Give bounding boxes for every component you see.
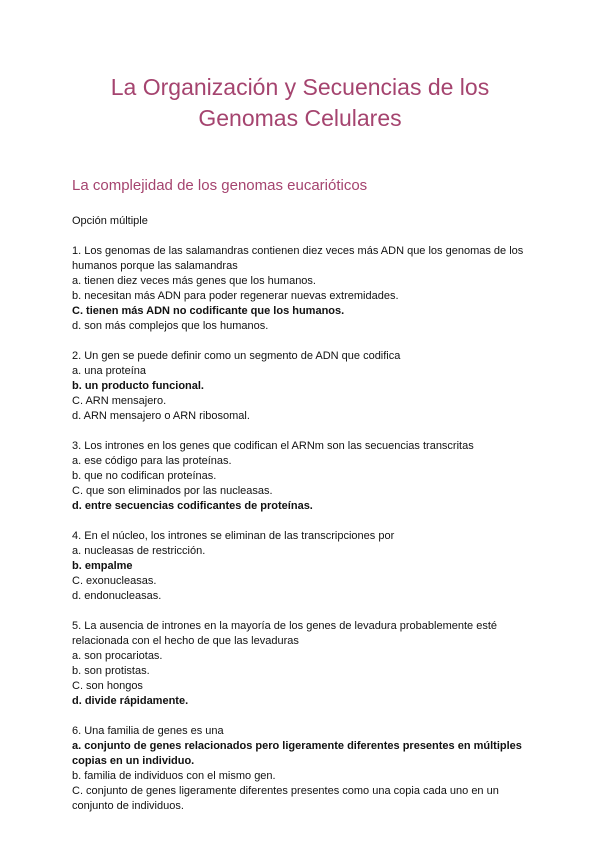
answer-option: C. son hongos <box>72 680 143 692</box>
question-stem: 5. La ausencia de intrones en la mayoría de los genes de levadura probablemente esté relacionada con el hecho de que las levaduras <box>72 620 498 647</box>
answer-option: a. tienen diez veces más genes que los humanos. <box>72 275 316 287</box>
question-item <box>72 349 528 424</box>
answer-option: b. necesitan más ADN para poder regenerar nuevas extremidades. <box>72 290 399 302</box>
question-item <box>72 439 528 514</box>
answer-option: d. son más complejos que los humanos. <box>72 320 269 332</box>
title-line-2: Genomas Celulares <box>198 105 402 131</box>
question-stem: 3. Los intrones en los genes que codifican el ARNm son las secuencias transcritas <box>72 440 474 452</box>
document-title <box>72 72 528 134</box>
answer-option: a. nucleasas de restricción. <box>72 545 206 557</box>
answer-option-correct: b. empalme <box>72 560 133 572</box>
answer-option: C. conjunto de genes ligeramente diferentes presentes como una copia cada uno en un conjunto de individuos. <box>72 785 499 812</box>
answer-option: a. ese código para las proteínas. <box>72 455 232 467</box>
question-type-label: Opción múltiple <box>72 215 148 227</box>
answer-option: C. ARN mensajero. <box>72 395 167 407</box>
section-heading: La complejidad de los genomas eucarióticos <box>72 177 368 194</box>
question-list <box>72 244 528 814</box>
answer-option: a. una proteína <box>72 365 147 377</box>
answer-option-correct: d. entre secuencias codificantes de proteínas. <box>72 500 313 512</box>
title-line-1: La Organización y Secuencias de los <box>110 74 490 100</box>
answer-option: d. endonucleasas. <box>72 590 162 602</box>
answer-option: C. exonucleasas. <box>72 575 157 587</box>
answer-option-correct: a. conjunto de genes relacionados pero ligeramente diferentes presentes en múltiples copias en un individuo. <box>72 740 522 767</box>
question-item <box>72 244 528 334</box>
answer-option: b. familia de individuos con el mismo gen. <box>72 770 276 782</box>
question-item <box>72 724 528 814</box>
question-stem: 1. Los genomas de las salamandras contienen diez veces más ADN que los genomas de los humanos porque las salamandras <box>72 245 524 272</box>
answer-option-correct: b. un producto funcional. <box>72 380 204 392</box>
question-stem: 2. Un gen se puede definir como un segmento de ADN que codifica <box>72 350 401 362</box>
answer-option: b. que no codifican proteínas. <box>72 470 217 482</box>
answer-option-correct: d. divide rápidamente. <box>72 695 189 707</box>
answer-option: b. son protistas. <box>72 665 150 677</box>
question-stem: 4. En el núcleo, los intrones se eliminan de las transcripciones por <box>72 530 395 542</box>
answer-option: d. ARN mensajero o ARN ribosomal. <box>72 410 250 422</box>
answer-option: C. que son eliminados por las nucleasas. <box>72 485 273 497</box>
answer-option-correct: C. tienen más ADN no codificante que los humanos. <box>72 305 345 317</box>
question-stem: 6. Una familia de genes es una <box>72 725 224 737</box>
question-item <box>72 619 528 709</box>
answer-option: a. son procariotas. <box>72 650 163 662</box>
question-item <box>72 529 528 604</box>
